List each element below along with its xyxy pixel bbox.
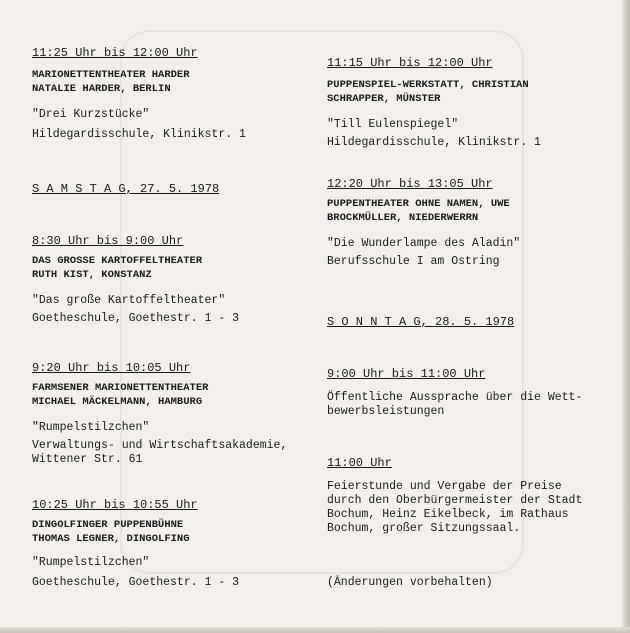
- venue: Hildegardisschule, Klinikstr. 1: [32, 128, 246, 141]
- event-block: [327, 177, 617, 269]
- performer-line: MICHAEL MÄCKELMANN, HAMBURG: [32, 396, 203, 408]
- page-edge-right: [622, 0, 630, 633]
- event-time: 9:20 Uhr bis 10:05 Uhr: [32, 361, 191, 375]
- page-edge-bottom: [0, 627, 630, 633]
- performer-line: MARIONETTENTHEATER HARDER: [32, 69, 190, 81]
- play-title: "Rumpelstilzchen": [32, 556, 150, 569]
- event-description: Feierstunde und Vergabe der Preise durch den Oberbürgermeister der Stadt Bochum, Heinz Eikelbeck, im Rathaus Bochum, großer Sitzungssaal.: [327, 480, 583, 535]
- play-title: "Drei Kurzstücke": [32, 108, 150, 121]
- venue: Berufsschule I am Ostring: [327, 255, 500, 268]
- day-heading: S O N N T A G, 28. 5. 1978: [327, 315, 515, 329]
- event-time: 12:20 Uhr bis 13:05 Uhr: [327, 177, 493, 191]
- event-time: 9:00 Uhr bis 11:00 Uhr: [327, 367, 486, 381]
- performer-line: PUPPENSPIEL-WERKSTATT, CHRISTIAN: [327, 79, 529, 91]
- event-block: [327, 456, 617, 536]
- event-block: [327, 367, 617, 419]
- event-time: 10:25 Uhr bis 10:55 Uhr: [32, 498, 198, 512]
- venue: Goetheschule, Goethestr. 1 - 3: [32, 312, 240, 325]
- play-title: "Rumpelstilzchen": [32, 421, 150, 434]
- event-time: 11:15 Uhr bis 12:00 Uhr: [327, 56, 493, 70]
- event-description: Öffentliche Aussprache über die Wett- bewerbsleistungen: [327, 391, 583, 418]
- performer-line: BROCKMÜLLER, NIEDERWERRN: [327, 212, 479, 224]
- performer-line: DAS GROSSE KARTOFFELTHEATER: [32, 255, 203, 267]
- event-time: 8:30 Uhr bis 9:00 Uhr: [32, 234, 184, 248]
- play-title: "Till Eulenspiegel": [327, 118, 459, 131]
- event-time: 11:25 Uhr bis 12:00 Uhr: [32, 46, 198, 60]
- note-text: (Änderungen vorbehalten): [327, 576, 493, 589]
- day-heading: S A M S T A G, 27. 5. 1978: [32, 182, 220, 196]
- play-title: "Das große Kartoffeltheater": [32, 294, 226, 307]
- performer-line: THOMAS LEGNER, DINGOLFING: [32, 533, 190, 545]
- changes-note: [327, 576, 617, 590]
- event-block: [32, 498, 322, 590]
- venue: Hildegardisschule, Klinikstr. 1: [327, 136, 541, 149]
- performer-line: RUTH KIST, KONSTANZ: [32, 269, 152, 281]
- event-block: [32, 234, 322, 326]
- play-title: "Die Wunderlampe des Aladin": [327, 237, 521, 250]
- venue: Verwaltungs- und Wirtschaftsakademie, Wittener Str. 61: [32, 439, 288, 466]
- performer-line: NATALIE HARDER, BERLIN: [32, 83, 171, 95]
- performer-line: FARMSENER MARIONETTENTHEATER: [32, 382, 209, 394]
- venue: Goetheschule, Goethestr. 1 - 3: [32, 576, 240, 589]
- event-block: [327, 56, 617, 150]
- event-block: [32, 46, 322, 142]
- event-time: 11:00 Uhr: [327, 456, 392, 470]
- performer-line: DINGOLFINGER PUPPENBÜHNE: [32, 519, 184, 531]
- event-block: [32, 361, 322, 467]
- performer-line: SCHRAPPER, MÜNSTER: [327, 93, 441, 105]
- performer-line: PUPPENTHEATER OHNE NAMEN, UWE: [327, 198, 510, 210]
